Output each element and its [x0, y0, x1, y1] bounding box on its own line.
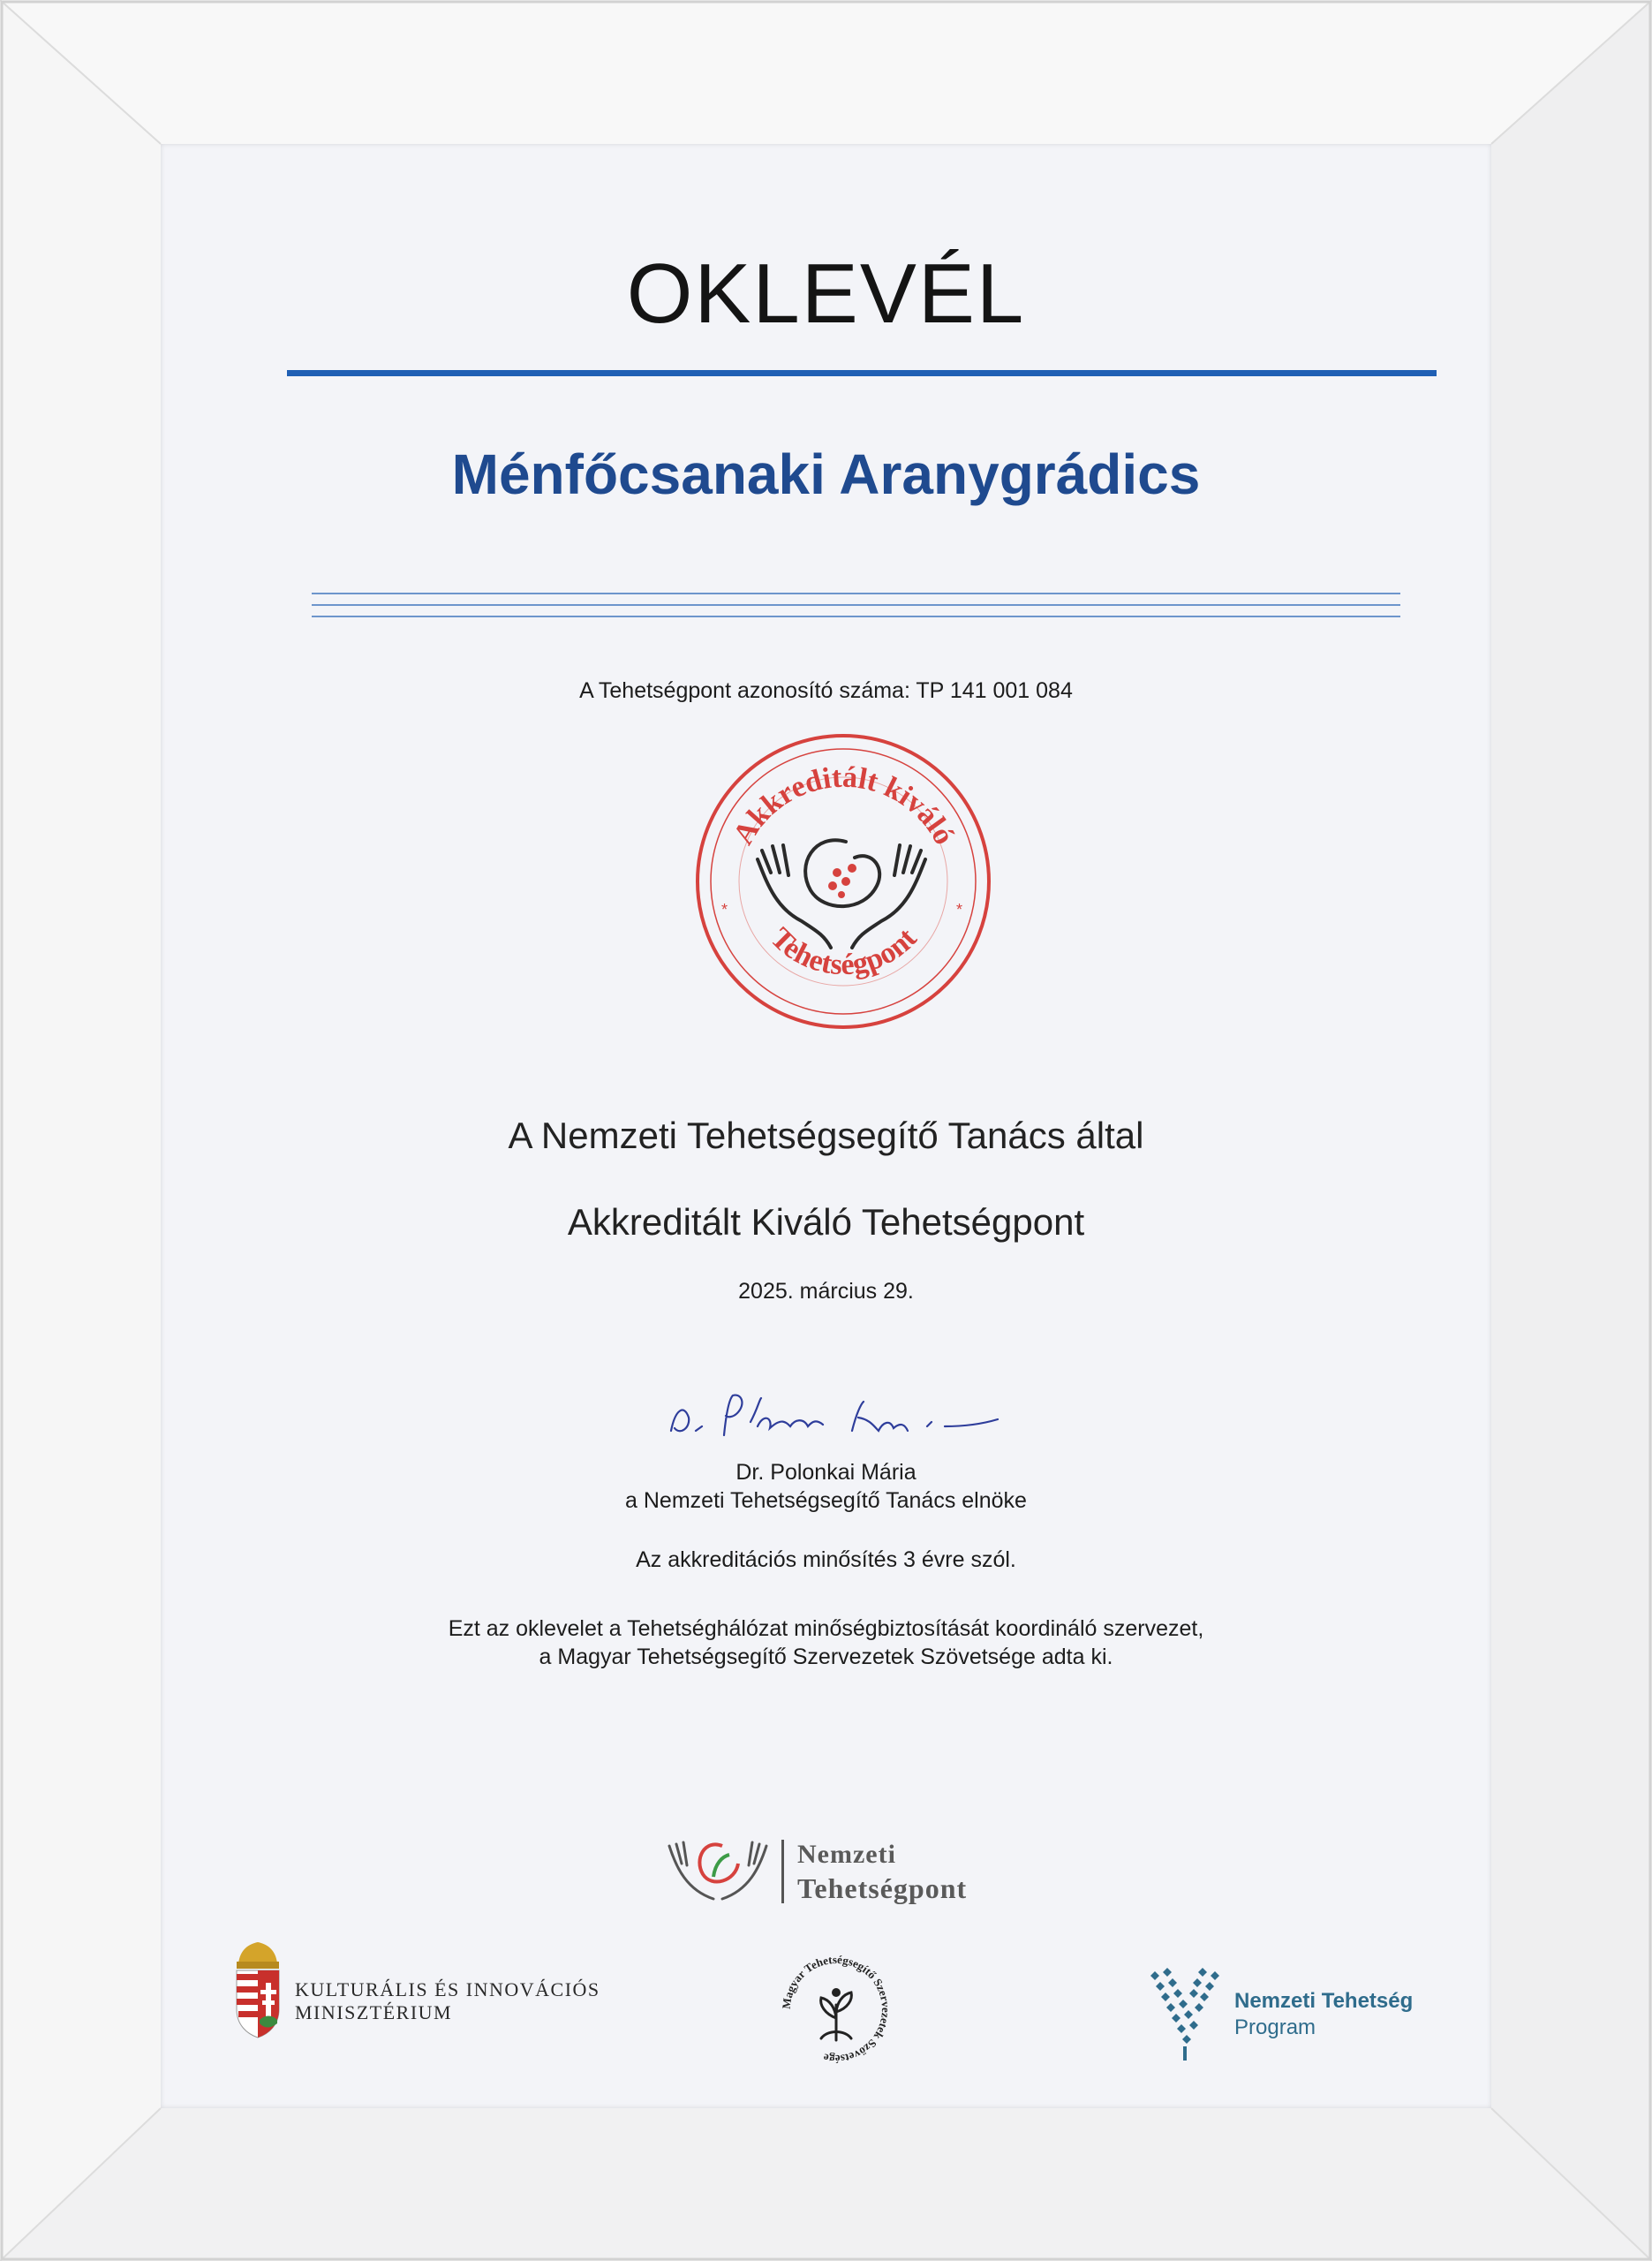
issuer-line-2: a Magyar Tehetségsegítő Szervezetek Szövetsége adta ki. — [539, 1645, 1113, 1669]
accredited-seal — [691, 727, 996, 1036]
mateszsz-seal-text: Magyar Tehetségsegítő Szervezetek Szövetsége — [779, 1952, 894, 2067]
program-line-1: Nemzeti Tehetség — [1234, 1989, 1414, 2013]
accreditation-line: Akkreditált Kiváló Tehetségpont — [567, 1201, 1085, 1243]
divider-line — [312, 616, 1400, 617]
hungarian-coat-of-arms-icon — [231, 1939, 284, 2040]
svg-text:Akkreditált kiváló: Akkreditált kiváló — [727, 760, 961, 851]
svg-text:Tehetségpont: Tehetségpont — [764, 921, 924, 982]
signer-role: a Nemzeti Tehetségsegítő Tanács elnöke — [625, 1488, 1027, 1513]
issuer-line-1: Ezt az oklevelet a Tehetséghálózat minőségbiztosítását koordináló szervezet, — [448, 1616, 1204, 1641]
council-line: A Nemzeti Tehetségsegítő Tanács által — [508, 1115, 1144, 1156]
signature — [662, 1382, 1042, 1453]
nemzeti-tehetsegpont-logo-icon — [660, 1828, 775, 1908]
certificate-title: OKLEVÉL — [626, 246, 1026, 341]
program-line-2: Program — [1234, 2015, 1316, 2039]
recipient-name: Ménfőcsanaki Aranygrádics — [451, 442, 1201, 506]
svg-text:*: * — [721, 901, 728, 919]
mateszsz-seal-icon — [770, 1943, 902, 2076]
signer-name: Dr. Polonkai Mária — [735, 1460, 917, 1485]
title-rule — [287, 370, 1437, 376]
divider-line — [312, 604, 1400, 606]
divider-line — [312, 593, 1400, 594]
tehetseg-program-icon — [1143, 1965, 1227, 2062]
issue-date: 2025. március 29. — [738, 1279, 914, 1304]
logo-divider — [781, 1840, 784, 1903]
ministry-line-1: KULTURÁLIS ÉS INNOVÁCIÓS — [295, 1978, 600, 2000]
ntp-logo-line-1: Nemzeti — [797, 1840, 896, 1869]
svg-text:*: * — [956, 901, 963, 919]
ntp-logo-line-2: Tehetségpont — [797, 1872, 968, 1904]
validity-note: Az akkreditációs minősítés 3 évre szól. — [636, 1547, 1016, 1572]
id-line: A Tehetségpont azonosító száma: TP 141 001 084 — [579, 678, 1073, 703]
ministry-line-2: MINISZTÉRIUM — [295, 2001, 453, 2023]
